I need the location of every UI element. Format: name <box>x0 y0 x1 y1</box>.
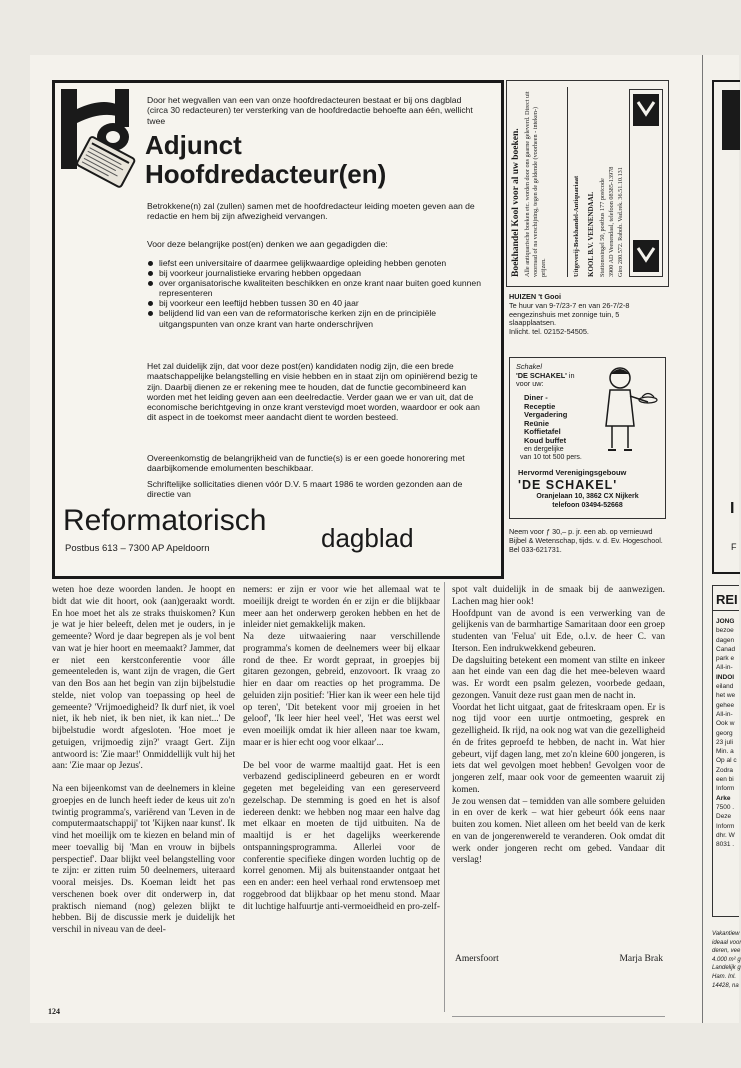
paragraph: Na een bijeenkomst van de deelnemers in kleine groepjes en de lunch heeft ieder de keus uit zo'n twintig programma's, variërend van 'Leven in de computermaatschappij' tot 'Kijken naar kunst'. Ik vind het moeilijk om te kiezen en beland min of meer toevallig bij 'Man en vrouw in bijbels perspectief'. Daar blijkt veel belangstelling voor te zijn: er zitten ruim 50 deelnemers, uiteraard vooral meisjes. Ds. Koeman leidt het pas verschenen boek over dit onderwerp in, dat praktisch niemand (nog) gelezen blijkt te hebben. Bij de discussie merk je duidelijk het verschil in niveau van de deel- <box>52 784 235 935</box>
adjacent-line: Ham. Inl. <box>712 973 737 980</box>
bookshop-subtitle: Uitgeverij-Boekhandel-Antiquariaat <box>573 175 580 277</box>
schakel-extra-1: en dergelijke <box>524 446 564 453</box>
list-item: bij voorkeur journalistieke ervaring hebben opgedaan <box>147 268 483 278</box>
adjacent-line: 8031 . <box>716 841 735 849</box>
bookshop-title: Boekhandel Kool voor al uw boeken. <box>511 128 521 277</box>
adjacent-line: Landelijk g <box>712 965 741 972</box>
bookshop-ad <box>506 80 669 287</box>
requirements-list <box>147 258 483 329</box>
adjacent-line: Min. a <box>716 748 734 756</box>
kool-logo-icon <box>629 89 663 277</box>
adjacent-classified <box>712 930 741 990</box>
adjacent-line: het we <box>716 692 736 700</box>
schakel-venue: Hervormd Verenigingsgebouw <box>518 468 627 477</box>
schakel-ad <box>509 357 666 519</box>
list-item: Receptie <box>524 401 556 411</box>
schakel-contact <box>510 493 665 510</box>
bookshop-address-2: 3900 AD Veenendaal, telefoon 08385-13978 <box>608 166 615 277</box>
adjacent-ad-fragment: I <box>730 500 735 517</box>
list-item: Vergadering <box>524 410 568 420</box>
adjacent-line: dhr. W <box>716 831 735 839</box>
adjacent-section-title: REI <box>713 586 739 611</box>
adjacent-line: dagen <box>716 636 735 644</box>
heading-line-1: Adjunct <box>145 130 242 160</box>
huizen-title: HUIZEN 't Gooi <box>509 292 561 301</box>
adjacent-line: park e <box>716 655 735 663</box>
paragraph: nemers: er zijn er voor wie het allemaal wat te moeilijk dreigt te worden én er zijn er die blijkbaar meer aan het onderwerp geroken hebben en het de inleider niet gemakkelijk maken. <box>243 585 440 631</box>
schakel-intro-2: in <box>566 370 575 380</box>
list-item: liefst een universitaire of daarmee gelijkwaardige opleiding hebben genoten <box>147 258 483 268</box>
adjacent-line: 23 juli <box>716 738 733 746</box>
article-column-3 <box>452 585 665 867</box>
adjacent-line: Op al c <box>716 757 737 765</box>
schakel-name: 'DE SCHAKEL' <box>518 478 618 492</box>
paragraph: weten hoe deze woorden landen. Je hoopt en bidt dat wie dit hoort, ook (aan)geraakt wordt. En hoe moet het als ze straks thuiskomen? Kun je wat je hier beleeft, delen met je ouders, in je gemeente? Word je daar begrepen als je vol bent van wat je hier hoort en meemaakt? Jammer, dat er niet een kerstconferentie voor álle gemeenteleden is, want zijn de vragen, die Gert van den Bos aan het begin van zijn bijbelstudie stelde, niet volop van toepassing op heel de gemeente? 'Vrijmoedigheid? Ik durf niet, ik voel niet, ik heb niet, ik ben niet, ik kan niet...' De bijbelstudie wordt afgesloten. 'Hoe moet je getuigen, vrijmoedig zijn?' vraagt Gert. Zijn antwoord is: 'Zie maar!' Onmiddellijk vult hij het aan: 'Zie maar op Jezus'. <box>52 585 235 772</box>
adjacent-line: Canad <box>716 645 736 653</box>
ad-paragraph-3: Het zal duidelijk zijn, dat voor deze post(en) kandidaten nodig zijn, die een brede maatschappelijke belangstelling en visie hebben en in staat zijn om opiniërend bezig te zijn. Daarbij dienen ze er rekening mee te houden, dat de functie gecombineerd kan worden met het leiding geven aan een deelredactie. Verder gaan we er van uit, dat de economische berichtgeving in onze krant verstevigd moet worden, waardoor er ook aan dit aspect in de toekomst meer aandacht dient te worden besteed. <box>147 361 480 423</box>
adjacent-line: ideaal voor <box>712 939 741 946</box>
bookshop-name: KOOL B.V. VEENENDAAL <box>587 191 595 277</box>
article-column-1 <box>52 585 235 937</box>
paragraph: Je zou wensen dat – temidden van alle sombere geluiden in en over de kerk – wat hier gebeurt óók eens naar buiten zou komen. Niet alleen om het beeld van de kerk en van de jongerenwereld te veranderen. Ook omdat dit werk onder jongeren recht om gebed. Vandaar dit verslag! <box>452 796 665 866</box>
adjacent-line: 7500 . <box>716 803 735 811</box>
schakel-extra-2: van 10 tot 500 pers. <box>520 454 582 462</box>
list-item: Koffietafel <box>524 427 561 437</box>
bookshop-text: Alle antiquarische boeken etc. worden door ons gaarne geleverd. Direct uit voorraad of na verschijning, tegen de geldende (voorheen - inteken-) prijzen. <box>524 91 547 277</box>
heading-line-2: Hoofdredacteur(en) <box>145 159 387 189</box>
bookshop-address-3: Giro 280.572. Rabob. Vad.rek. 36.51.10.131 <box>617 167 624 277</box>
adjacent-line: eiland <box>716 683 734 691</box>
adjacent-line: Vakantiew <box>712 931 740 937</box>
brand-name-1: Reformatorisch <box>63 504 267 537</box>
adjacent-ad-frame <box>712 80 740 574</box>
job-advertisement <box>52 80 504 579</box>
adjacent-line: Zodra <box>716 766 733 774</box>
byline <box>455 954 665 964</box>
brand-name-2: dagblad <box>321 523 414 553</box>
adjacent-line: Deze <box>716 813 732 821</box>
huizen-ad <box>509 293 667 337</box>
column-divider <box>444 582 445 1012</box>
adjacent-line: een bi <box>716 776 734 784</box>
huizen-text: Te huur van 9-7/23-7 en van 26-7/2-8 eengezinshuis met zonnige tuin, 5 slaapplaatsen. <box>509 300 630 328</box>
byline-author: Marja Brak <box>619 954 663 964</box>
paragraph: Na deze uitwaaiering naar verschillende programma's komen de deelnemers weer bij elkaar rond de thee. Er wordt gepraat, in groepjes bij gitaren gezongen, gebreid, enzovoort. Ik vraag zo hier en daar om reacties op het programma. De geluiden zijn positief: 'Hier kan ik weer een hele tijd op teren', 'Dit betekent voor mij groeien in het geloof', 'Ik leer hier heel veel', 'Het was eerst wel even moeilijk omdat ik hier alleen naar toe kwam, maar er is hier echt oog voor elkaar'... <box>243 632 440 748</box>
list-item: Reünie <box>524 418 550 428</box>
ad-address: Postbus 613 – 7300 AP Apeldoorn <box>65 543 210 554</box>
adjacent-line: Inform <box>716 785 735 793</box>
schakel-intro-3: voor uw: <box>516 379 544 389</box>
schakel-intro-1: Schakel <box>516 362 542 371</box>
byline-place: Amersfoort <box>455 954 499 964</box>
schakel-phone: telefoon 03494-52668 <box>552 501 623 509</box>
schakel-address: Oranjelaan 10, 3862 CX Nijkerk <box>536 493 639 500</box>
adjacent-line: bezoe <box>716 627 734 635</box>
adjacent-line: deren, vee <box>712 948 741 955</box>
adjacent-travel-ad <box>712 585 739 917</box>
paragraph: Voordat het licht uitgaat, gaat de friteskraam open. Er is nog tijd voor een uurtje ontmoeting, gesprek en gezelligheid. Ik rijd, na ook nog wat van die gezelligheid én de frites geproefd te hebben, de nacht in. Wat hier gebeurt, vijf dagen lang, met zo'n kleine 600 jongeren, is iets dat wel gevolgen moet hebben! Gevolgen voor de jongeren zelf, maar ook voor de gemeenten waaruit zij komen. <box>452 702 665 795</box>
article-column-2 <box>243 585 440 913</box>
ad-paragraph-5: Schriftelijke sollicitaties dienen vóór D.V. 5 maart 1986 te worden gezonden aan de directie van <box>147 479 463 500</box>
waiter-illustration-icon <box>596 364 658 454</box>
adjacent-line: All-in- <box>716 664 733 672</box>
adjacent-line: Ook w <box>716 720 735 728</box>
list-item: belijdend lid van een van de reformatorische kerken zijn en de principiële uitgangspunten van onze krant van harte onderschrijven <box>147 308 483 328</box>
adjacent-line: All-in- <box>716 710 733 718</box>
huizen-info: Inlicht. tel. 02152-54505. <box>509 327 589 337</box>
bookshop-address-1: Stationssingel 50, postbus 177 postcode <box>599 178 606 277</box>
schakel-intro-name: 'DE SCHAKEL' <box>516 370 567 380</box>
adjacent-line: georg <box>716 729 733 737</box>
paragraph: spot valt duidelijk in de smaak bij de aanwezigen. Lachen mag hier ook! <box>452 585 665 607</box>
schakel-items <box>524 394 567 446</box>
ad-paragraph-2: Voor deze belangrijke post(en) denken we aan gegadigden die: <box>147 239 388 249</box>
adjacent-line: gehee <box>716 701 735 709</box>
adjacent-line: 14428, na <box>712 982 739 989</box>
divider <box>567 87 568 277</box>
paragraph: De bel voor de warme maaltijd gaat. Het is een verbazend gedisciplineerd gebeuren en er wordt gegeten met begeleiding van een gereserveerd gezelschap. De stemming is goed en het is alsof iedereen denkt: we hebben nog maar een halve dag met elkaar en moeten de tijd uitbuiten. Na de maaltijd is er het dagelijks weerkerende ontspanningsprogramma. Allerlei voor de conferentie specifieke dingen worden luchtig op de korrel genomen. Mij als buitenstaander ontgaat het een en ander: een heel verhaal rond erwtensoep met roggebrood dat blijkbaar op het menu stond. Maar dit luchtige halfuurtje anti-vermoeidheid en pro-zelf- <box>243 760 440 912</box>
adjacent-ad-fragment-2: F <box>731 542 737 552</box>
adjacent-ad-block <box>722 90 740 150</box>
rd-logo-icon <box>61 89 137 199</box>
paragraph: Hoofdpunt van de avond is een verwerking van de gelijkenis van de barmhartige Samaritaan door een groep studenten van 'Felua' uit Ede, o.l.v. de heer C. van Iterson. Een indrukwekkend gebeuren. <box>452 608 665 654</box>
adjacent-line: JONG <box>716 618 735 625</box>
byline-rule <box>452 1016 665 1017</box>
ad-paragraph-1: Betrokkene(n) zal (zullen) samen met de hoofdredacteur leiding moeten geven aan de redactie en hem bij zijn afwezigheid vervangen. <box>147 201 475 222</box>
paragraph: De dagsluiting betekent een moment van stilte en inkeer aan het einde van een dag die het mee-beleven waard was. Er wordt een psalm gelezen, voorbede gedaan, gezongen. Vanuit deze rust gaan men de nacht in. <box>452 655 665 701</box>
schakel-extra <box>520 446 582 463</box>
list-item: Koud buffet <box>524 435 567 445</box>
page-number: 124 <box>48 1007 60 1016</box>
ad-paragraph-4: Overeenkomstig de belangrijkheid van de functie(s) is er een goede honorering met daarbijkomende emolumenten beschikbaar. <box>147 453 465 474</box>
adjacent-line: INDOI <box>716 673 735 681</box>
ad-intro: Door het wegvallen van een van onze hoofdredacteuren bestaat er bij ons dagblad (circa 30 redacteuren) ter versterking van de hoofdredactie behoefte aan één, wellicht twee <box>147 95 473 126</box>
adjacent-line: Arke <box>716 794 731 802</box>
adjacent-lines <box>713 611 739 849</box>
bijbel-ad: Neem voor ƒ 30,– p. jr. een ab. op vernieuwd Bijbel & Wetenschap, tijds. v. d. Ev. Hogeschool. Bel 033-621731. <box>509 527 663 554</box>
adjacent-line: Inform <box>716 822 735 830</box>
ad-heading <box>145 131 485 189</box>
list-item: bij voorkeur een leeftijd hebben tussen 30 en 40 jaar <box>147 298 483 308</box>
adjacent-line: 4.000 m² g <box>712 956 741 963</box>
list-item: Diner - <box>524 393 548 402</box>
list-item: over organisatorische kwaliteiten beschikken en onze krant naar buiten goed kunnen representeren <box>147 278 483 298</box>
